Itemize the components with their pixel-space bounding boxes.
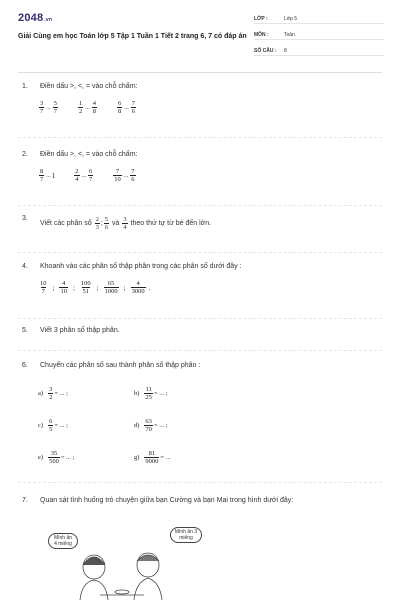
numerator: 5 <box>53 100 57 107</box>
denominator: 3000 <box>131 288 145 295</box>
fraction <box>122 216 127 231</box>
numerator: 1 <box>79 100 83 107</box>
logo-suffix: .vn <box>44 17 53 23</box>
item-label: e) <box>38 454 44 461</box>
denominator: 9000 <box>145 458 159 465</box>
q6-item-c <box>38 418 68 433</box>
answer-blank[interactable]: = ... ; <box>60 454 75 461</box>
meta-key: LỚP : <box>254 16 268 22</box>
item-label: g) <box>134 454 140 461</box>
fraction <box>144 418 153 433</box>
question-text: Viết 3 phân số thập phân. <box>40 327 120 334</box>
section-divider <box>18 205 382 206</box>
fraction <box>117 100 122 115</box>
question-text: Khoanh vào các phân số thập phân trong các phân số dưới đây : <box>40 263 242 270</box>
q3-line: Viết các phân số $\frac{2}{3}$ ; $\frac{5}{6}$ và $\frac{3}{4}$ theo thứ tự từ bé đến lớn. <box>40 216 212 231</box>
numerator: 7 <box>131 168 135 175</box>
fraction <box>144 450 159 465</box>
denominator: 70 <box>145 426 152 433</box>
question-text: Viết các phân số <box>40 220 92 227</box>
fraction <box>48 418 53 433</box>
meta-count <box>254 46 384 56</box>
numerator: 6 <box>49 418 53 425</box>
fraction <box>88 168 93 183</box>
answer-blank[interactable]: = ... ; <box>54 390 68 397</box>
numerator: 3 <box>123 216 127 223</box>
q1-pairs <box>38 100 155 115</box>
logo-text: 2048 <box>18 12 44 24</box>
fraction <box>92 100 97 115</box>
q1-pair <box>116 100 137 115</box>
numerator: 3 <box>49 386 53 393</box>
answer-blank[interactable]: = ... ; <box>54 422 68 429</box>
blank-dots[interactable]: ... <box>46 104 51 111</box>
item-label: d) <box>134 422 140 429</box>
numerator: 4 <box>92 100 96 107</box>
question-text: Điền dấu >, <, = vào chỗ chấm: <box>40 151 138 158</box>
q6-item-a <box>38 386 68 401</box>
fraction <box>48 386 53 401</box>
numerator: 4 <box>136 280 140 287</box>
numerator: 65 <box>107 280 115 287</box>
q6-item-b <box>134 386 168 401</box>
question-number: 2. <box>22 151 28 158</box>
numerator: 11 <box>145 386 152 393</box>
question-number: 3. <box>22 215 28 222</box>
fraction[interactable] <box>104 280 119 295</box>
fraction <box>39 168 44 183</box>
q2-pair <box>73 168 94 183</box>
meta-grade <box>254 14 384 24</box>
page-title: Giải Cùng em học Toán lớp 5 Tập 1 Tuần 1 Tiết 2 trang 6, 7 có đáp án <box>18 33 247 40</box>
fraction <box>53 100 58 115</box>
speech-bubble-right: Mình ăn 3 miếng <box>170 527 202 543</box>
speech-bubble-left: Mình ăn 4 miếng <box>48 533 78 549</box>
denominator: 2 <box>49 394 53 401</box>
fraction <box>144 386 153 401</box>
numerator: 81 <box>148 450 156 457</box>
section-divider <box>18 137 382 138</box>
numerator: 2 <box>75 168 79 175</box>
denominator: 3 <box>95 224 99 231</box>
whole-number: 1 <box>51 171 56 180</box>
fraction <box>131 100 136 115</box>
fraction <box>74 168 79 183</box>
blank-dots[interactable]: ... <box>46 172 51 179</box>
section-divider <box>18 318 382 319</box>
fraction <box>48 450 60 465</box>
fraction[interactable] <box>39 280 48 295</box>
answer-blank[interactable]: = ... ; <box>153 390 168 397</box>
q6-item-e <box>38 450 74 465</box>
numerator: 8 <box>40 168 44 175</box>
denominator: 25 <box>145 394 152 401</box>
meta-value: Lớp 5 <box>284 16 298 22</box>
numerator: 100 <box>80 280 91 287</box>
question-text: theo thứ tự từ bé đến lớn. <box>130 220 212 227</box>
fraction <box>39 100 44 115</box>
question-number: 4. <box>22 263 28 270</box>
item-label: c) <box>38 422 44 429</box>
meta-subject <box>254 30 384 40</box>
q2-pair <box>38 168 55 183</box>
section-divider <box>18 350 382 351</box>
question-text: Chuyển các phân số sau thành phân số thập phân : <box>40 362 201 369</box>
blank-dots[interactable]: ... <box>123 172 129 179</box>
fraction <box>78 100 83 115</box>
denominator: 6 <box>131 108 135 115</box>
numerator: 10 <box>40 280 47 287</box>
section-divider <box>18 252 382 253</box>
q1-pair <box>77 100 98 115</box>
denominator: 7 <box>53 108 57 115</box>
numerator: 35 <box>50 450 58 457</box>
numerator: 7 <box>115 168 120 175</box>
numerator: 63 <box>145 418 152 425</box>
question-text: và <box>112 220 120 227</box>
header <box>18 12 382 70</box>
denominator: 4 <box>75 176 79 183</box>
answer-blank[interactable]: = ... ; <box>153 422 168 429</box>
denominator: 7 <box>40 176 44 183</box>
denominator: 7 <box>89 176 93 183</box>
denominator: 6 <box>104 224 109 231</box>
item-label: b) <box>134 390 140 397</box>
numerator: 5 <box>104 216 109 223</box>
q2-pair <box>112 168 136 183</box>
q4-fractions: $\frac{10}{7}$ ; $\frac{4}{10}$ ; $\frac{100}{51}$ ; $\frac{65}{1000}$ ; $\frac{4}{3000}$ . <box>40 280 151 295</box>
fraction[interactable] <box>59 280 68 295</box>
denominator: 10 <box>60 288 67 295</box>
q1-pair <box>38 100 59 115</box>
q6-item-d <box>134 418 168 433</box>
question-text: Điền dấu >, <, = vào chỗ chấm: <box>40 83 138 90</box>
question-number: 6. <box>22 362 28 369</box>
meta-key: SỐ CÂU : <box>254 48 277 54</box>
q2-pairs <box>38 168 155 183</box>
numerator: 6 <box>89 168 93 175</box>
illustration <box>40 525 208 600</box>
blank-dots[interactable]: ... <box>81 172 86 179</box>
numerator: 3 <box>40 100 44 107</box>
q6-item-g <box>134 450 171 465</box>
denominator: 500 <box>49 458 59 465</box>
question-number: 1. <box>22 83 28 90</box>
fraction <box>95 216 100 231</box>
denominator: 1000 <box>104 288 118 295</box>
numerator: 4 <box>62 280 66 287</box>
question-text: Quan sát tình huống trò chuyện giữa bạn Cường và bạn Mai trong hình dưới đây: <box>40 497 294 504</box>
fraction[interactable] <box>80 280 92 295</box>
fraction <box>113 168 122 183</box>
meta-value: Toán <box>284 32 295 38</box>
blank-dots[interactable]: ... <box>124 104 129 111</box>
denominator: 7 <box>41 288 45 295</box>
denominator: 8 <box>92 108 96 115</box>
question-number: 5. <box>22 327 28 334</box>
numerator: 6 <box>118 100 122 107</box>
denominator: 51 <box>82 288 90 295</box>
denominator: 8 <box>118 108 122 115</box>
meta-value: 8 <box>284 48 287 54</box>
fraction <box>130 168 135 183</box>
item-label: a) <box>38 390 44 397</box>
section-divider <box>18 482 382 483</box>
question-number: 7. <box>22 497 28 504</box>
answer-blank[interactable]: = ... <box>160 454 171 461</box>
denominator: 2 <box>79 108 83 115</box>
meta-key: MÔN : <box>254 32 269 38</box>
denominator: 10 <box>114 176 121 183</box>
fraction[interactable] <box>131 280 146 295</box>
denominator: 4 <box>123 224 127 231</box>
numerator: 2 <box>95 216 99 223</box>
header-divider <box>18 72 382 73</box>
blank-dots[interactable]: ... <box>85 104 90 111</box>
fraction <box>104 216 109 231</box>
denominator: 7 <box>40 108 44 115</box>
denominator: 6 <box>131 176 135 183</box>
numerator: 7 <box>131 100 135 107</box>
denominator: 5 <box>49 426 53 433</box>
site-logo[interactable] <box>18 12 52 24</box>
